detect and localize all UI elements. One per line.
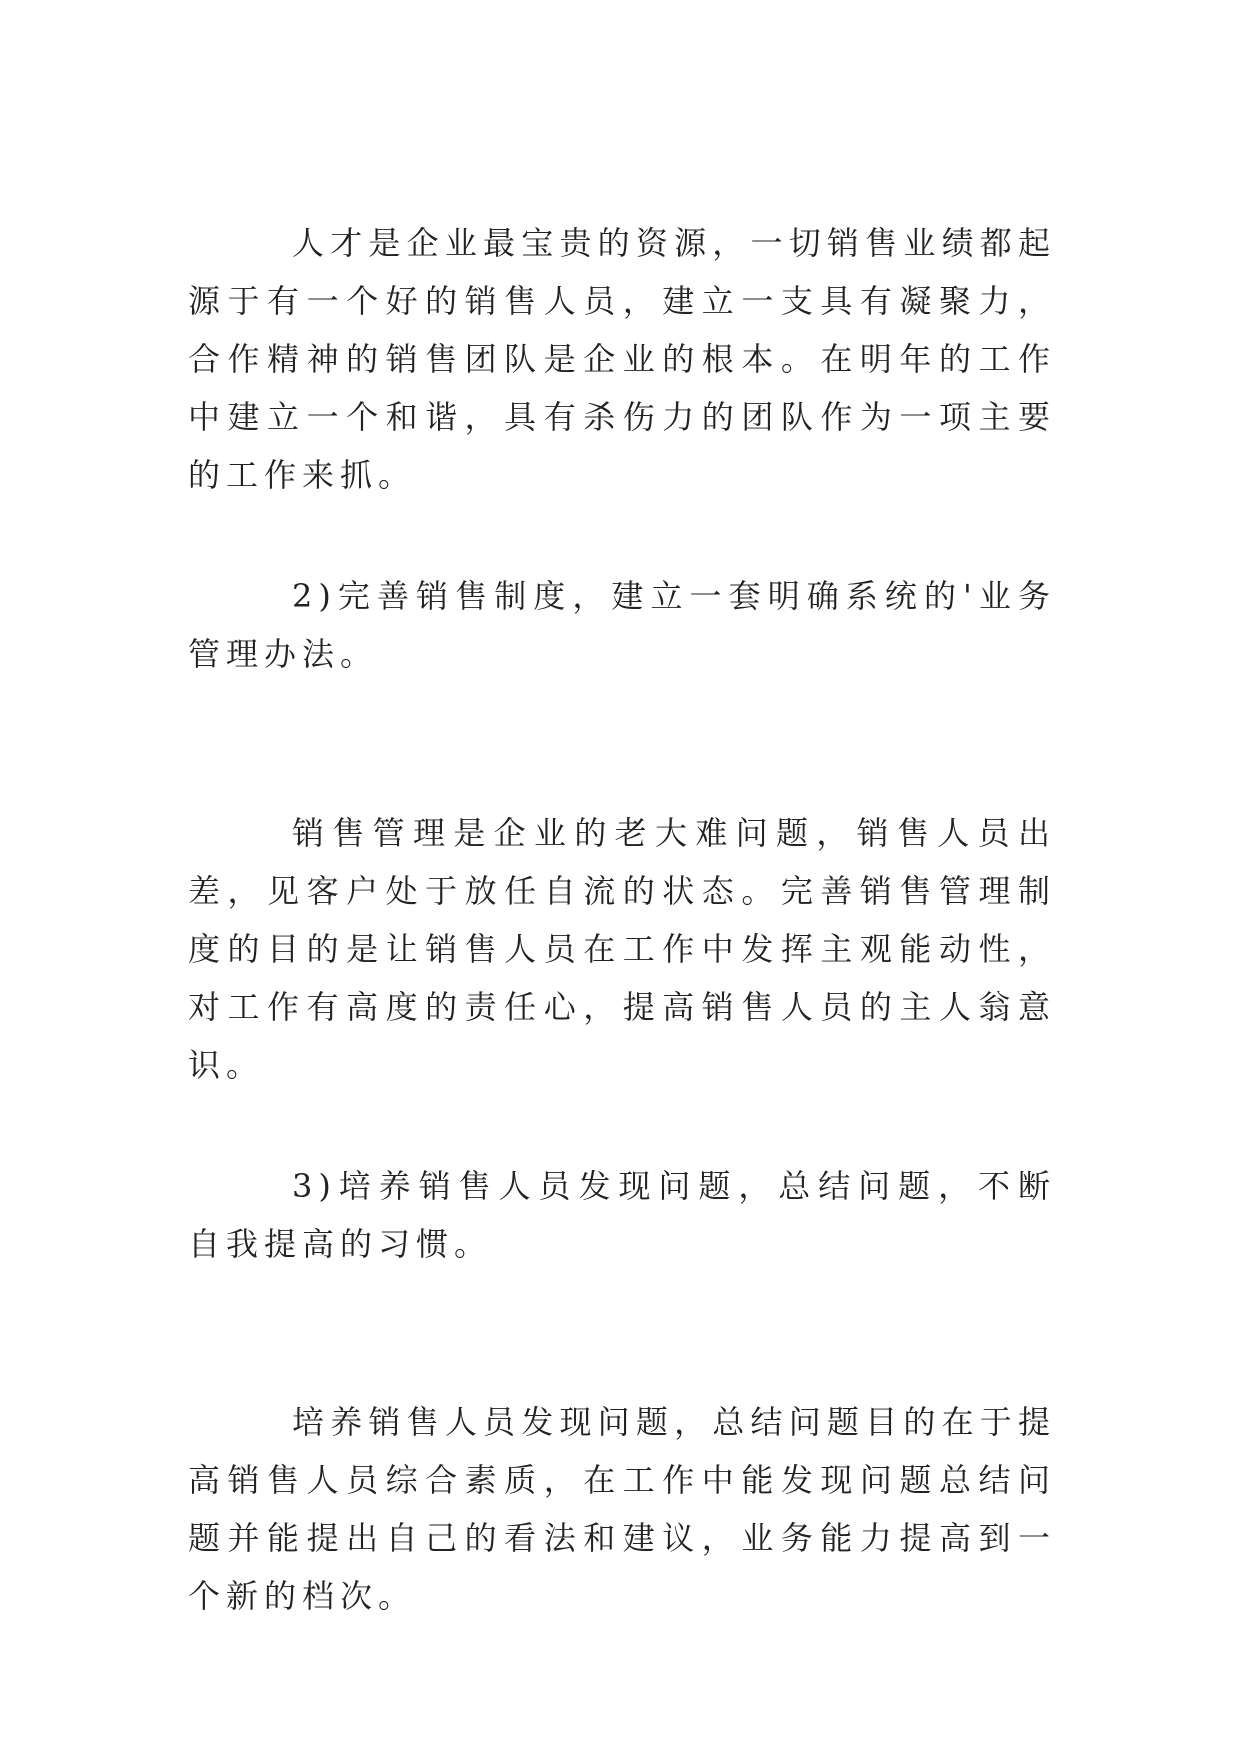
paragraph-item-2-heading: 2)完善销售制度，建立一套明确系统的'业务管理办法。 — [188, 577, 1056, 673]
paragraph-problem-solving: 培养销售人员发现问题，总结问题目的在于提高销售人员综合素质，在工作中能发现问题总结问题并能提出自己的看法和建议，业务能力提高到一个新的档次。 — [188, 1403, 1056, 1615]
paragraph-talent-resource: 人才是企业最宝贵的资源，一切销售业绩都起源于有一个好的销售人员，建立一支具有凝聚力，合作精神的销售团队是企业的根本。在明年的工作中建立一个和谐，具有杀伤力的团队作为一项主要的工作来抓。 — [188, 224, 1056, 494]
paragraph-sales-management: 销售管理是企业的老大难问题，销售人员出差，见客户处于放任自流的状态。完善销售管理制度的目的是让销售人员在工作中发挥主观能动性，对工作有高度的责任心，提高销售人员的主人翁意识。 — [188, 814, 1056, 1084]
paragraph-item-3-heading: 3)培养销售人员发现问题，总结问题，不断自我提高的习惯。 — [188, 1167, 1056, 1263]
